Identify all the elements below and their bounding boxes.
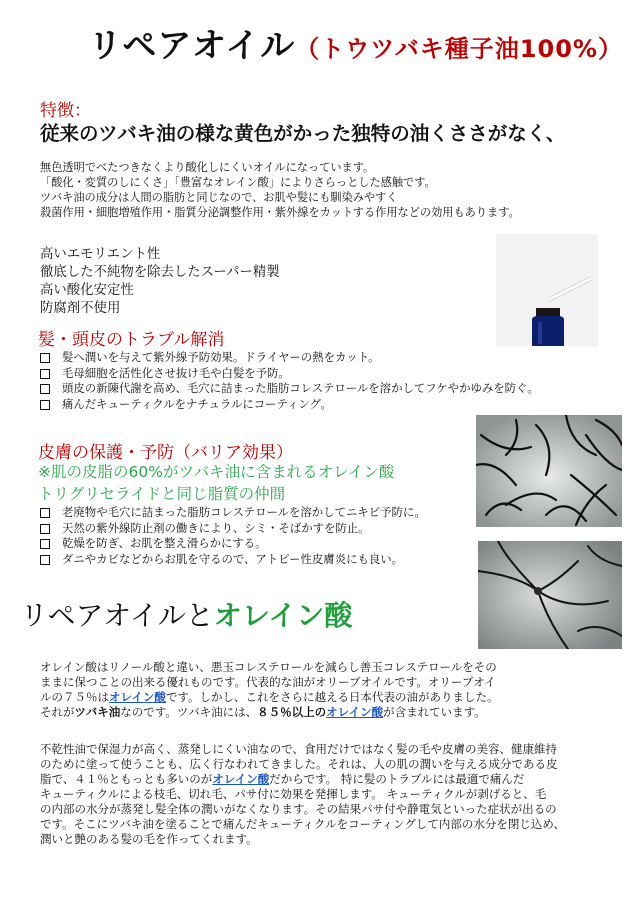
page-title [88, 18, 623, 67]
skin-note-2: トリグリセライドと同じ脂質の仲間 [38, 485, 286, 503]
list-item: 毛母細胞を活性化させ抜け毛や白髪を予防。 [40, 366, 539, 382]
oleic-paragraph-2: 不乾性油で保湿力が高く、蒸発しにくい油なので、食用だけではなく髪の毛や皮膚の美容、健康維持 のために塗って使うことも、広く行なわれてきました。それは、人の肌の潤いを与える成分である皮 脂で、４１％ともっとも多いのがオレイン酸だからです。 特に髪のトラブルには最適で痛んだ キューティクルによる枝毛、切れ毛、パサ付に効果を発揮します。 キューティクルが剥げると、毛 の内部の水分が蒸発し髪全体の潤いがなくなります。その結果パサ付や静電気といった症状が出るの です。そこにツバキ油を塗ることで痛んだキューティクルをコーティングして内部の水分を閉じ込め、 潤いと艶のある髪の毛を作ってくれます。 [40, 742, 565, 846]
camellia-oil-emphasis: ツバキ油 [74, 705, 121, 719]
skin-section-list [40, 505, 426, 567]
property-item: 高いエモリエント性 [40, 247, 161, 262]
hair-follicle-photo [478, 541, 622, 649]
checkbox-icon [40, 539, 50, 549]
list-item: 老廃物や毛穴に詰まった脂肪コレステロールを溶かしてニキビ予防に。 [40, 505, 426, 521]
skin-note-1: ※肌の皮脂の60%がツバキ油に含まれるオレイン酸 [38, 463, 395, 481]
intro-line: 「酸化・変質のしにくさ」「豊富なオレイン酸」によりさらっとした感触です。 [40, 176, 436, 189]
dropper-bottle-photo [496, 234, 598, 346]
properties-list [40, 246, 280, 318]
oleic-heading-plain: リペアオイルと [20, 599, 214, 632]
intro-line: 無色透明でべたつきなくより酸化しにくいオイルになっています。 [40, 161, 375, 174]
skin-section-heading: 皮膚の保護・予防（バリア効果） [38, 443, 293, 463]
checkbox-icon [40, 555, 50, 565]
oleic-heading-green: オレイン酸 [213, 599, 353, 632]
property-item: 高い酸化安定性 [40, 283, 134, 298]
oleic-acid-link[interactable]: オレイン酸 [109, 690, 166, 704]
list-item: 髪へ潤いを与えて紫外線予防効果。ドライヤーの熱をカット。 [40, 350, 539, 366]
property-item: 防腐剤不使用 [40, 301, 121, 316]
list-item: ダニやカビなどからお肌を守るので、アトピー性皮膚炎にも良い。 [40, 552, 426, 568]
list-item: 頭皮の新陳代謝を高め、毛穴に詰まった脂肪コレステロールを溶かしてフケやかゆみを防ぐ。 [40, 381, 539, 397]
oleic-acid-link[interactable]: オレイン酸 [326, 705, 384, 719]
intro-line: 殺菌作用・細胞増殖作用・脂質分泌調整作用・紫外線をカットする作用などの効用もあります。 [40, 206, 520, 219]
list-item: 痛んだキューティクルをナチュラルにコーティング。 [40, 397, 539, 413]
title-sub: （トウツバキ種子油100%） [295, 35, 623, 63]
list-item: 乾燥を防ぎ、お肌を整え滑らかにする。 [40, 536, 426, 552]
percentage-emphasis: ８５％以上の [257, 705, 327, 719]
features-intro [40, 160, 520, 220]
list-item: 天然の紫外線防止剤の働きにより、シミ・そばかすを防止。 [40, 521, 426, 537]
checkbox-icon [40, 369, 50, 379]
checkbox-icon [40, 384, 50, 394]
checkbox-icon [40, 524, 50, 534]
features-label: 特徴： [40, 101, 91, 121]
property-item: 徹底した不純物を除去したスーパー精製 [40, 265, 280, 280]
checkbox-icon [40, 400, 50, 410]
oleic-paragraph-1: オレイン酸はリノール酸と違い、悪玉コレステロールを減らし善玉コレステロールをその ままに保つことの出来る優れものです。代表的な油がオリーブオイルです。オリーブオイ ルの７５％はオレイン酸です。しかし、これをさらに越える日本代表の油がありました。 それがツバキ油なのです。ツバキ油には、８５％以上のオレイン酸が含まれています。 [40, 660, 499, 719]
intro-line: ツバキ油の成分は人間の脂肪と同じなので、お肌や髪にも馴染みやすく [40, 191, 398, 204]
scalp-closeup-photo [476, 415, 622, 527]
checkbox-icon [40, 353, 50, 363]
oleic-acid-link[interactable]: オレイン酸 [212, 772, 270, 786]
checkbox-icon [40, 508, 50, 518]
features-headline: 従来のツバキ油の様な黄色がかった独特の油くささがなく、 [40, 122, 566, 145]
hair-section-list [40, 350, 539, 412]
hair-section-heading: 髪・頭皮のトラブル解消 [38, 330, 225, 350]
oleic-section-heading [20, 594, 352, 634]
title-main: リペアオイル [88, 26, 296, 66]
